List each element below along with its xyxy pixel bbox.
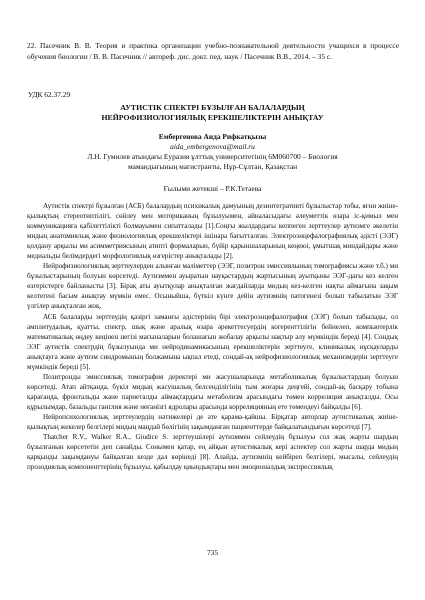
author-email: aida_embergenova@mail.ru bbox=[170, 142, 255, 151]
author-name: Ембергенова Аида Рифкатқызы bbox=[158, 132, 267, 141]
body-paragraph: АСБ балаларды зерттеудің қазіргі заманғы әдістерінің бірі электроэнцефалография (ЭЭГ) болып табылады, ол амплитудалық, қуатты, спектр, шық және аралық өзара әрекеттесуердің когеренттілігін бейнелеп, компьютерлік математикалық өңдеу кеңінен негізі мағыналарын болашағын жобалау арқылы нақтыр алу мүмкіндік береді [4]. Сондық ЭЭГ аутистік спектрдің бұзылуында ми нейродинамикасының ерекшеліктерін зерттеуге, клиникалық нұсқауларды анықтауға және аутизм синдромының болжамына ықпал етеді, сондай-ақ нейрофизиологиялық механизмдерін зерттеуге мүмкіндік береді [5]. bbox=[27, 312, 398, 371]
reference-entry bbox=[27, 40, 399, 62]
author-affiliation: Л.Н. Гумилев атындағы Еуразия ұлттық университетінің 6М060700 – Биология мамандығының магистранты, Нұр-Сұлтан, Қазақстан bbox=[87, 152, 338, 171]
body-paragraph: Аутистік спектрі бұзылған (АСБ) балалардың психикалық дамуының дезинтегративті бұзылыстар тобы, яғни жиіне-қылықтың стереотиптілігі, сөйлеу мен моториканың бұзылуымен, айналасыдағы әлеуметтік өзара іс-қимыл мен коммуникацияға қабілеттілікті болмауымен сипатталады [1].Соңғы жылдардағы кеппеген зерттеулер аутизмге әкелетін мидың анатомиялық және физиологиялық ерекшеліктері ішінара бағытталған. Электроэнцефалографиялық әдісті (ЭЭГ) қолдану арқылы ми асимметриясының атипті формаларын, бүйір қарыншаларының кеңеюі, ұмытшақ миндайдары және медиальды белімдердегі морфологиялық өзгерістер анықталады [2]. bbox=[27, 202, 398, 261]
body-paragraph: Нейропсихологиялық зерттеулердің нәтижелері де әте қарама-қайшы. Бірқатар авторлар аутистикалық жиіне-қылықтың жекелер белгілері мидың маңдай бөлігінің зақымданған пациенттерде байқалатындығын көрсетеді [7]. bbox=[27, 412, 398, 432]
body-paragraph: Thatcher R.V., Walker R.A., Giudice S. зерттеушілері аутизммен сейлеудің бұзылуы сол жақ жарты шардың бұзылғанын көрсететін деп санайды. Сонымен қатар, ең айқын аутистикалық кері аспектер сол жарты шарда мидың қарқынды зақымдануы байқалған кезде дал көрінеді [8]. Алайда, аутизмнің кейбіреп белгілері, мысалы, сейлеудің прозодиялық компоненттерінің бұзылуы, қабылдау қиындықтары мен эмоционалдық экспрессиялық bbox=[27, 433, 398, 472]
article-body bbox=[27, 201, 398, 472]
title-line-1: АУТИСТІК СПЕКТРІ БҰЗЫЛҒАН БАЛАЛАРДЫҢ bbox=[120, 103, 305, 112]
title-line-2: НЕЙРОФИЗИОЛОГИЯЛЫҚ ЕРЕКШЕЛІКТЕРІН АНЫҚТАУ bbox=[101, 113, 324, 122]
reference-text: 22. Пасечник В. В. Теория и практика организации учебно-познавательной деятельности учащихся в процессе обучения биологии / В. В. Пасечник // автореф. дис. докт. пед. наук / Пасечник В.В., 2014. – 35 с. bbox=[27, 41, 399, 61]
page-number: 735 bbox=[206, 548, 219, 557]
scientific-advisor: Ғылыми жетекші – Р.К.Тетаева bbox=[163, 184, 262, 193]
body-paragraph: Позитронды эмиссиялық томография деректері ми жасушаларында метаболикалық бұзылыстардың болуын көрсетеді. Атап айтқанда, бүкіл мидың жасушалық белсенділігінің тым жоғары деңгейі, сондай-ақ басқару тобына қарағанда, фронтальды және париеталды аймақтардағы метаболизм арасындағы төмен корреляция анықталды. Осы құрылымдар, базальды ганглия және неғанізгі ядролары арасында корреляцияның ете төмендеуі байқалды [6]. bbox=[27, 372, 398, 411]
article-title bbox=[60, 103, 365, 123]
body-paragraph: Нейрофизиологиялық зерттеулерден алынған мәліметтер (ЭЭГ, позитрон эмиссиялының томографиясы және т.б.) ми бұзылыстарының болуын көрсетеді. Аутизммен ауыратын науқастардың жартысының ауытқыны ЭЭГ-дағы кез келген өзгерістерге байланысты [3]. Бірақ аты ауытқулар анықталған жағдайларда мидың кез-келген нақты аймағына зақым келтегені басым анықтау мүмкін емес. Осыныйша, бүткіл күнге дейін аутизмнің патогенезі болып табылатын ЭЭГ үлгілер анықталған жоқ. bbox=[27, 262, 398, 311]
udk-code: УДК 62.37.29 bbox=[28, 90, 71, 99]
